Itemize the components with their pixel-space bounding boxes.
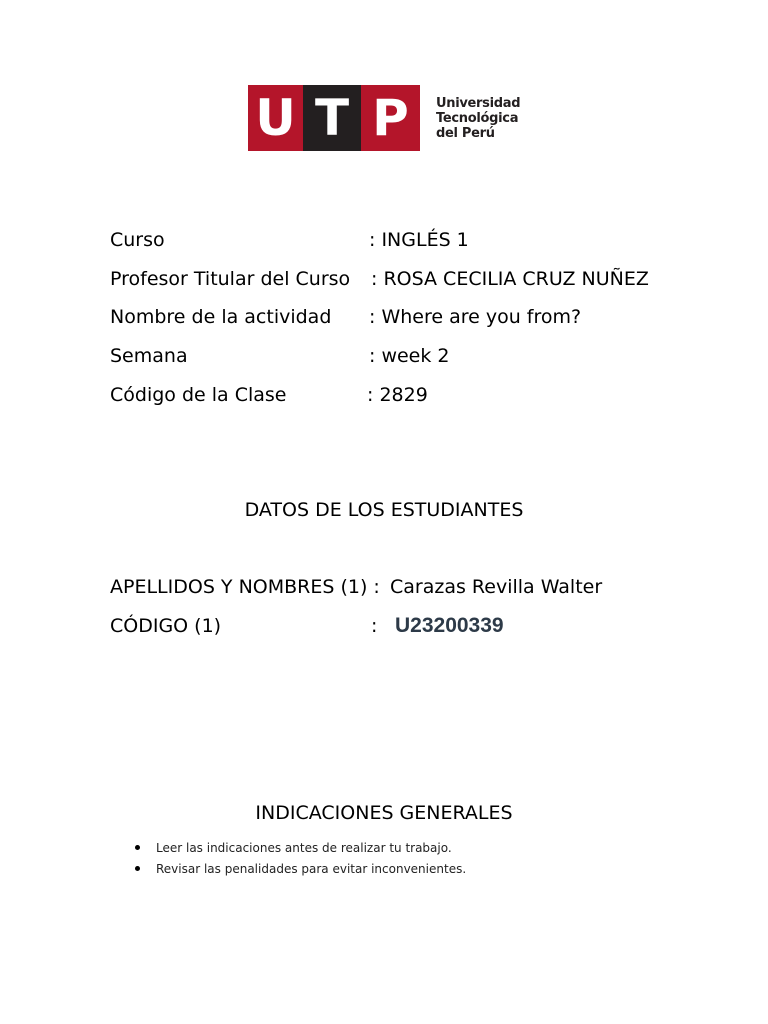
students-heading: DATOS DE LOS ESTUDIANTES <box>244 499 524 521</box>
bullet-icon <box>135 845 140 850</box>
professor-value: : ROSA CECILIA CRUZ NUÑEZ <box>371 268 649 290</box>
student-code-label: CÓDIGO (1) <box>110 615 222 637</box>
class-code-label: Código de la Clase <box>110 384 287 406</box>
activity-label: Nombre de la actividad <box>110 306 332 328</box>
utp-logo <box>248 85 520 151</box>
list-item <box>135 840 466 861</box>
logo-letter-p: P <box>361 85 420 151</box>
instructions-list <box>135 840 466 882</box>
bullet-icon <box>135 866 140 871</box>
logo-text-line-1: Universidad <box>436 95 521 111</box>
logo-letters <box>248 85 420 151</box>
instruction-text: Leer las indicaciones antes de realizar tu trabajo. <box>156 841 452 855</box>
list-item <box>135 861 466 882</box>
class-code-value: : 2829 <box>367 384 428 406</box>
student-name-label: APELLIDOS Y NOMBRES (1) : <box>110 576 380 598</box>
week-label: Semana <box>110 345 188 367</box>
logo-text <box>436 96 520 141</box>
logo-letter-u: U <box>248 85 303 151</box>
student-code-value: U23200339 <box>395 614 504 637</box>
student-code-separator: : <box>371 615 378 637</box>
professor-label: Profesor Titular del Curso <box>110 268 351 290</box>
week-value: : week 2 <box>369 345 450 367</box>
course-value: : INGLÉS 1 <box>369 229 469 251</box>
logo-text-line-3: del Perú <box>436 125 495 141</box>
instruction-text: Revisar las penalidades para evitar inconvenientes. <box>156 862 467 876</box>
activity-value: : Where are you from? <box>369 306 582 328</box>
instructions-heading: INDICACIONES GENERALES <box>255 802 513 824</box>
course-label: Curso <box>110 229 165 251</box>
student-name-value: Carazas Revilla Walter <box>390 576 603 598</box>
logo-letter-t: T <box>303 85 361 151</box>
logo-text-line-2: Tecnológica <box>436 110 519 126</box>
